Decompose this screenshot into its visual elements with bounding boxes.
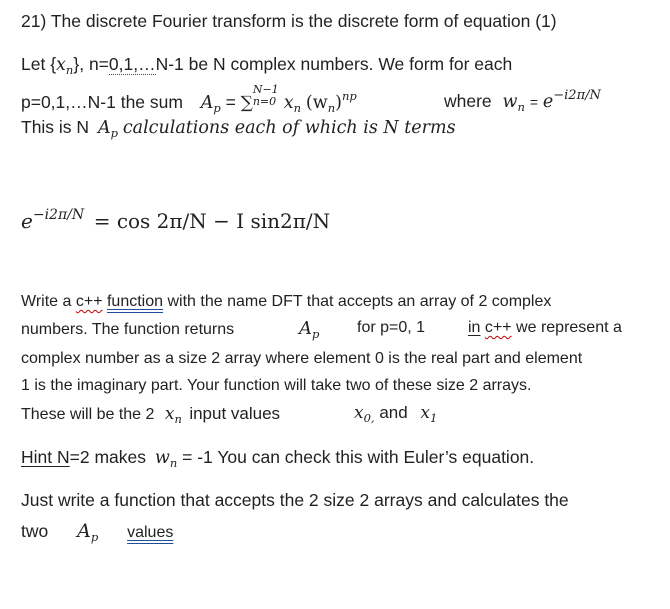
and-text: and bbox=[379, 403, 408, 422]
sigma-lower: n=0 bbox=[252, 95, 277, 108]
definition-line bbox=[21, 53, 512, 81]
hint-label: Hint N bbox=[21, 447, 70, 467]
para-text-5b: input values bbox=[189, 404, 281, 423]
where-text: where bbox=[444, 91, 492, 111]
a-var: A bbox=[299, 318, 312, 339]
definition-rest: N-1 be N complex numbers. We form for each bbox=[155, 54, 513, 74]
x-subscript: n bbox=[293, 101, 302, 115]
para-line-5 bbox=[21, 403, 280, 430]
para-line-2 bbox=[21, 319, 234, 341]
e-var: e bbox=[21, 209, 33, 233]
close-brace: }, bbox=[73, 54, 85, 74]
para-text-1a: Write a bbox=[21, 293, 72, 310]
para-text-2c: we represent a bbox=[516, 319, 622, 336]
x1-var: x bbox=[420, 403, 431, 423]
calc-text-2: calculations each of which is N terms bbox=[122, 118, 456, 138]
sum-line bbox=[21, 83, 357, 115]
a-subscript: p bbox=[312, 327, 320, 341]
exponent-np: np bbox=[341, 89, 357, 103]
para-line-4: 1 is the imaginary part. Your function will take two of these size 2 arrays. bbox=[21, 377, 532, 394]
x-var: x bbox=[56, 55, 66, 75]
two-text: two bbox=[21, 521, 49, 541]
equals-sign: = bbox=[529, 94, 539, 110]
a-subscript: p bbox=[110, 126, 118, 140]
p-range: p=0,1,…N-1 the sum bbox=[21, 92, 183, 112]
euler-equation bbox=[21, 202, 330, 235]
a-subscript: p bbox=[213, 101, 221, 115]
euler-rhs: = cos 2π/N − I sin2π/N bbox=[93, 209, 331, 233]
w-subscript: n bbox=[517, 100, 525, 114]
where-clause bbox=[444, 85, 601, 118]
w-open: (w bbox=[305, 93, 328, 113]
para-text-2b: for p=0, 1 bbox=[357, 319, 426, 336]
hint-text-2: = -1 You can check this with Euler’s equation. bbox=[182, 447, 535, 467]
x-var: x bbox=[164, 404, 175, 424]
cpp-text: c++ bbox=[484, 319, 512, 336]
a-subscript: p bbox=[90, 530, 99, 544]
x-subscript: n bbox=[65, 63, 74, 77]
para-text-5a: These will be the 2 bbox=[21, 406, 155, 423]
w-var: w bbox=[502, 92, 518, 112]
x0-var: x bbox=[354, 403, 364, 423]
in-text: in bbox=[468, 319, 481, 336]
w-var: w bbox=[154, 448, 170, 468]
hint-line bbox=[21, 446, 534, 474]
a-var: A bbox=[97, 118, 111, 138]
final-line-2 bbox=[21, 520, 173, 548]
x-subscript: n bbox=[174, 412, 182, 426]
para-text-1b: with the name DFT that accepts an array of 2 complex bbox=[167, 293, 552, 310]
e-exponent: −i2π/N bbox=[553, 88, 601, 103]
ap-symbol bbox=[299, 318, 319, 341]
final-line-1: Just write a function that accepts the 2 size 2 arrays and calculates the bbox=[21, 490, 569, 510]
calc-text-1: This is N bbox=[21, 117, 90, 137]
x-var: x bbox=[283, 93, 294, 113]
let-text: Let { bbox=[21, 54, 57, 74]
w-subscript: n bbox=[327, 101, 336, 115]
calc-line bbox=[21, 116, 456, 144]
para-text-2c-group bbox=[468, 319, 622, 337]
w-subscript: n bbox=[169, 456, 178, 470]
e-var: e bbox=[542, 92, 554, 112]
x0-subscript: 0, bbox=[363, 411, 375, 425]
x1-subscript: 1 bbox=[430, 411, 438, 425]
a-var: A bbox=[200, 93, 214, 113]
function-text: function bbox=[106, 293, 164, 310]
para-line-1 bbox=[21, 291, 551, 313]
w-close: ) bbox=[335, 93, 342, 113]
a-var: A bbox=[77, 520, 91, 542]
para-text-2a: numbers. The function returns bbox=[21, 321, 235, 338]
hint-text-1: =2 makes bbox=[69, 447, 146, 467]
sigma-upper: N−1 bbox=[252, 83, 279, 96]
sigma-symbol: ∑ bbox=[240, 93, 253, 113]
x0-and-x1 bbox=[354, 403, 437, 425]
para-line-3: complex number as a size 2 array where element 0 is the real part and element bbox=[21, 350, 583, 367]
cpp-text: c++ bbox=[75, 293, 103, 310]
question-title: 21) The discrete Fourier transform is the discrete form of equation (1) bbox=[21, 11, 557, 31]
values-text: values bbox=[127, 524, 174, 541]
n-equals: n= bbox=[88, 54, 109, 74]
e-exponent: −i2π/N bbox=[32, 207, 85, 223]
n-range: 0,1,… bbox=[108, 54, 156, 74]
equals-sign: = bbox=[225, 92, 236, 112]
